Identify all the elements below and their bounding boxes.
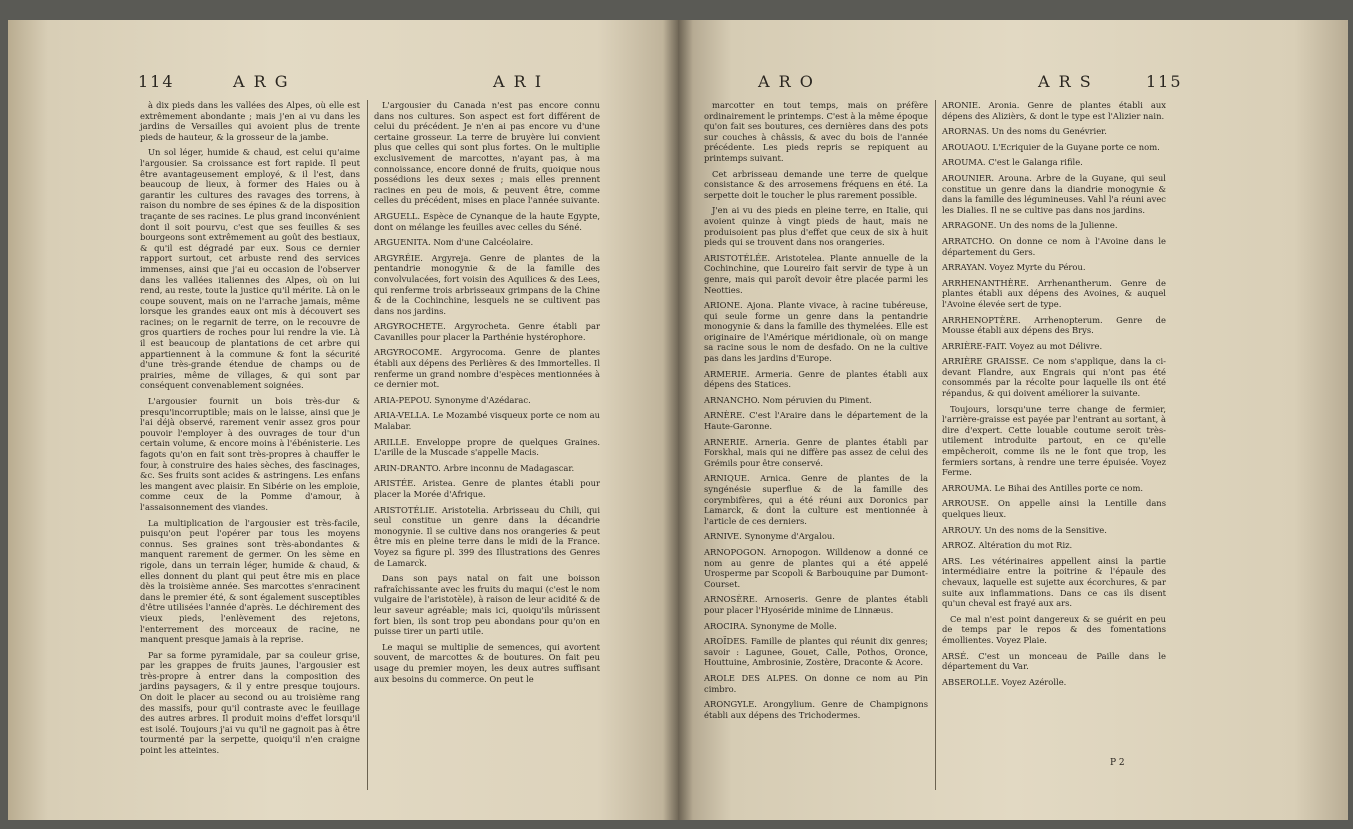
right-column-1 xyxy=(704,100,928,725)
left-running-head-left: A R G xyxy=(233,72,290,91)
left-column-2 xyxy=(374,100,600,689)
paragraph: ARISTOTÉLÉE. Aristotelea. Plante annuelle de la Cochinchine, que Loureiro fait servir de type à un genre, mais qui paroît devoir être placée parmi les Neotties. xyxy=(704,252,928,295)
paragraph: ABSEROLLE. Voyez Azérolle. xyxy=(942,676,1067,687)
paragraph: ARNIVE. Synonyme d'Argalou. xyxy=(704,531,835,542)
paragraph: AROUNIER. Arouna. Arbre de la Guyane, qui seul constitue un genre dans la diandrie monogynie & dans la famille des légumineuses. Vahl l'a réuni avec les Dialies. Il ne se cultive pas dans nos jardins. xyxy=(942,172,1166,215)
paragraph: ARONGYLE. Arongylium. Genre de Champignons établi aux dépens des Trichodermes. xyxy=(704,699,928,720)
paragraph: AROCIRA. Synonyme de Molle. xyxy=(704,620,837,631)
paragraph: ARNIQUE. Arnica. Genre de plantes de la syngénésie superflue & de la famille des corymbifères, qui a été réuni aux Doronics par Lamarck, & dont la culture est mentionnée à l'article de ces derniers. xyxy=(704,473,928,526)
paragraph: ARGYRÉIE. Argyreja. Genre de plantes de la pentandrie monogynie & de la famille des convolvulacées, fort voisin des Aquilices & des Lees, qui renferme trois arbrisseaux grimpans de la Chine & de la Cochinchine, lesquels ne se cultivent pas dans nos jardins. xyxy=(374,252,600,316)
right-page xyxy=(678,20,1348,820)
paragraph: ARGYROCOME. Argyrocoma. Genre de plantes établi aux dépens des Perlières & des Immortelles. Il renferme un grand nombre d'espèces mentionnées à ce dernier mot. xyxy=(374,347,600,390)
paragraph: ARIONE. Ajona. Plante vivace, à racine tubéreuse, qui seule forme un genre dans la pentandrie monogynie & dans la famille des thymelées. Elle est originaire de l'Amérique méridionale, où on mange sa racine sous le nom de desfado. On ne la cultive pas dans les jardins d'Europe. xyxy=(704,300,928,364)
column-rule xyxy=(935,100,936,790)
paragraph: AROUAOU. L'Ecriquier de la Guyane porte ce nom. xyxy=(942,141,1160,152)
paragraph: ARMERIE. Armeria. Genre de plantes établi aux dépens des Statices. xyxy=(704,368,928,390)
paragraph: ARROUMA. Le Bihai des Antilles porte ce nom. xyxy=(942,482,1144,493)
paragraph: ARIA-VELLA. Le Mozambé visqueux porte ce nom au Malabar. xyxy=(374,410,600,432)
paragraph: ARILLE. Enveloppe propre de quelques Graines. L'arille de la Muscade s'appelle Macis. xyxy=(374,436,600,458)
paragraph: AROLE DES ALPES. On donne ce nom au Pin cimbro. xyxy=(704,672,928,694)
paragraph: AROUMA. C'est le Galanga rifile. xyxy=(942,157,1083,168)
right-page-number: 115 xyxy=(1146,72,1183,91)
paragraph: Toujours, lorsqu'une terre change de fermier, l'arrière-graisse est payée par l'entrant au sortant, à dire d'expert. Cette louable coutume seroit très-utilement introduite partout, en ce qu'elle empêcheroit, comme ils ne le font que trop, les fermiers sortans, à rendre une terre épuisée. Voyez Ferme. xyxy=(942,403,1166,478)
paragraph: ARROUY. Un des noms de la Sensitive. xyxy=(942,524,1107,535)
paragraph: marcotter en tout temps, mais on préfère ordinairement le printemps. C'est à la même époque qu'on fait ses boutures, ces dernières dans des pots sur couches à châssis, & avec du bois de l'année précédente. Les pieds repris se repiquent au printemps suivant. xyxy=(704,100,928,163)
paragraph: Le maqui se multiplie de semences, qui avortent souvent, de marcottes & de boutures. On fait peu usage du premier moyen, les deux autres suffisant aux besoins du commerce. On peut le xyxy=(374,641,600,684)
paragraph: ARORNAS. Un des noms du Genévrier. xyxy=(942,126,1107,137)
paragraph: à dix pieds dans les vallées des Alpes, où elle est extrêmement abondante ; mais j'en ai vu dans les jardins de Versailles qui avoient plus de trente pieds de hauteur, & la grosseur de la jambe. xyxy=(140,100,360,142)
right-column-2 xyxy=(942,100,1166,692)
paragraph: ARRIÈRE-FAIT. Voyez au mot Délivre. xyxy=(942,340,1103,351)
paragraph: ARIA-PEPOU. Synonyme d'Azédarac. xyxy=(374,394,531,405)
paragraph: Par sa forme pyramidale, par sa couleur grise, par les grappes de fruits jaunes, l'argousier est très-propre à entrer dans la composition des jardins paysagers, & il y entre presque toujours. On doit le placer au second ou au troisième rang des massifs, pour qu'il contraste avec le feuillage des autres arbres. Il produit moins d'effet lorsqu'il est isolé. Toujours j'ai vu qu'il ne gagnoit pas à être tourmenté par la serpette, quoiqu'il n'en craigne point les atteintes. xyxy=(140,649,360,756)
paragraph: ARGYROCHETE. Argyrocheta. Genre établi par Cavanilles pour placer la Parthénie hystérophore. xyxy=(374,321,600,342)
paragraph: ARGUENITA. Nom d'une Calcéolaire. xyxy=(374,237,534,248)
paragraph: Dans son pays natal on fait une boisson rafraîchissante avec les fruits du maqui (c'est le nom vulgaire de l'aristotèle), à raison de leur acidité & de leur saveur agréable; mais ici, quoiqu'ils mûrissent fort bien, ils sont trop peu abondans pour qu'on en puisse tirer un parti utile. xyxy=(374,573,600,637)
column-rule xyxy=(367,100,368,790)
paragraph: ARS. Les vétérinaires appellent ainsi la partie intermédiaire entre la poitrine & l'épaule des chevaux, laquelle est sujette aux écorchures, & par suite aux inflammations. Dans ce cas ils disent qu'un cheval est frayé aux ars. xyxy=(942,555,1166,609)
left-page-number: 114 xyxy=(138,72,175,91)
paragraph: L'argousier du Canada n'est pas encore connu dans nos cultures. Son aspect est fort différent de celui du précédent. Je n'en ai pas encore vu d'une certaine grosseur. La terre de bruyère lui convient plus que celles qui sont plus fortes. On le multiplie exclusivement de marcottes, n'ayant pas, à ma connoissance, encore donné de fruits, quoique nous possédions les deux sexes ; mais elles prennent racines en peu de mois, & peuvent être, comme celles du précédent, mises en place l'année suivante. xyxy=(374,100,600,206)
book-gutter xyxy=(663,20,693,820)
open-book xyxy=(8,20,1348,820)
paragraph: ARRHENANTHÈRE. Arrhenantherum. Genre de plantes établi aux dépens des Avoines, & auquel l'Avoine élevée sert de type. xyxy=(942,277,1166,309)
signature-mark: P 2 xyxy=(1110,758,1125,768)
paragraph: J'en ai vu des pieds en pleine terre, en Italie, qui avoient quinze à vingt pieds de haut, mais ne produisoient pas plus d'effet que ceux de six à huit pieds qui se trouvent dans nos orangeries. xyxy=(704,205,928,248)
paragraph: ARNANCHO. Nom péruvien du Piment. xyxy=(704,394,872,405)
paragraph: ARRIÈRE GRAISSE. Ce nom s'applique, dans la ci-devant Flandre, aux Engrais qui n'ont pas été consommés par la récolte pour laquelle ils ont été répandus, & qui doivent améliorer la suivante. xyxy=(942,356,1166,399)
paragraph: ARRAYAN. Voyez Myrte du Pérou. xyxy=(942,262,1086,273)
paragraph: ARROZ. Altération du mot Riz. xyxy=(942,540,1073,551)
paragraph: ARIN-DRANTO. Arbre inconnu de Madagascar. xyxy=(374,462,575,473)
paragraph: ARGUELL. Espèce de Cynanque de la haute Egypte, dont on mélange les feuilles avec celles du Séné. xyxy=(374,210,600,232)
paragraph: AROÏDES. Famille de plantes qui réunit dix genres; savoir : Lagunee, Gouet, Calle, Pothos, Oronce, Houttuine, Ambrosinie, Zostère, Draconte & Acore. xyxy=(704,636,928,668)
paragraph: ARNOPOGON. Arnopogon. Willdenow a donné ce nom au genre de plantes qui a été appelé Urosperme par Scopoli & Barbouquine par Dumont-Courset. xyxy=(704,546,928,589)
paragraph: ARROUSE. On appelle ainsi la Lentille dans quelques lieux. xyxy=(942,498,1166,519)
right-running-head-right: A R S xyxy=(1038,72,1093,91)
paragraph: ARNOSÈRE. Arnoseris. Genre de plantes établi pour placer l'Hyoséride minime de Linnæus. xyxy=(704,594,928,615)
paragraph: ARISTOTÉLIE. Aristotelia. Arbrisseau du Chili, qui seul constitue un genre dans la décandrie monogynie. Il se cultive dans nos orangeries & peut être mis en pleine terre dans le midi de la France. Voyez sa figure pl. 399 des Illustrations des Genres de Lamarck. xyxy=(374,504,600,568)
paragraph: Un sol léger, humide & chaud, est celui qu'aime l'argousier. Sa croissance est fort rapide. Il peut être avantageusement employé, & il l'est, dans beaucoup de lieux, à former des Haies ou à garantir les cultures des ravages des torrens, à raison du nombre de ses épines & de la disposition traçante de ses racines. Le plus grand inconvénient dont il soit pourvu, c'est que ses feuilles & ses bourgeons sont extrêmement au goût des bestiaux, & qu'il est dégradé par eux. Sous ce dernier rapport surtout, cet arbuste rend des services immenses, ainsi que j'ai eu occasion de l'observer dans les vallées italiennes des Alpes, où on lui rend, au reste, toute la justice qu'il mérite. Là on le coupe souvent, mais on ne l'arrache jamais, même lorsque les grandes eaux ont mis à découvert ses racines; on le regarnit de terre, on le recouvre de gros quartiers de roches pour lui rendre la vie. Là il est beaucoup de plantations de cet arbre qui appartiennent à la commune & font la sécurité d'une très-grande étendue de champs ou de prairies, même de villages, & qui sont par conséquent convenablement soignées. xyxy=(140,147,360,391)
paragraph: ARRATCHO. On donne ce nom à l'Avoine dans le département du Gers. xyxy=(942,235,1166,257)
paragraph: ARRHENOPTÈRE. Arrhenopterum. Genre de Mousse établi aux dépens des Brys. xyxy=(942,314,1166,336)
paragraph: L'argousier fournit un bois très-dur & presqu'incorruptible; mais on le laisse, ainsi que je l'ai déjà observé, rarement venir assez gros pour pouvoir l'employer à des ouvrages de tour d'un certain volume, & encore moins à l'ébénisterie. Les fagots qu'on en fait sont très-propres à chauffer le four, à construire des haies sèches, des fascinages, &c. Ses fruits sont acides & astringens. Les enfans les mangent avec plaisir. En Sibérie on les emploie, comme ceux de la Pomme d'amour, à l'assaisonnement des viandes. xyxy=(140,396,360,512)
left-page xyxy=(8,20,678,820)
paragraph: ARISTÉE. Aristea. Genre de plantes établi pour placer la Morée d'Afrique. xyxy=(374,478,600,499)
right-running-head-left: A R O xyxy=(758,72,815,91)
paragraph: La multiplication de l'argousier est très-facile, puisqu'on peut l'opérer par tous les moyens connus. Ses graines sont très-abondantes & manquent rarement de germer. On les sème en rigole, dans un terrain léger, humide & chaud, & elles donnent du plant qui peut être mis en place dès la troisième année. Ses marcottes s'enracinent dans le premier été, & sont également susceptibles d'être utilisées l'année d'après. Le déchirement des vieux pieds, l'enlèvement des rejetons, l'enterrement des morceaux de racine, ne manquent presque jamais à la reprise. xyxy=(140,517,360,645)
left-column-1 xyxy=(140,100,360,761)
paragraph: ARNERIE. Arneria. Genre de plantes établi par Forskhal, mais qui ne diffère pas assez de celui des Grémils pour être conservé. xyxy=(704,436,928,468)
paragraph: ARSÉ. C'est un monceau de Paille dans le département du Var. xyxy=(942,650,1166,672)
paragraph: ARNÈRE. C'est l'Araire dans le département de la Haute-Garonne. xyxy=(704,410,928,432)
paragraph: ARONIE. Aronia. Genre de plantes établi aux dépens des Alizièrs, & dont le type est l'Alizier nain. xyxy=(942,100,1166,121)
paragraph: Cet arbrisseau demande une terre de quelque consistance & des arrosemens fréquens en été. La serpette doit le toucher le plus rarement possible. xyxy=(704,168,928,200)
paragraph: Ce mal n'est point dangereux & se guérit en peu de temps par le repos & des fomentations émollientes. Voyez Plaie. xyxy=(942,613,1166,645)
left-running-head-right: A R I xyxy=(493,72,544,91)
paragraph: ARRAGONE. Un des noms de la Julienne. xyxy=(942,220,1118,231)
